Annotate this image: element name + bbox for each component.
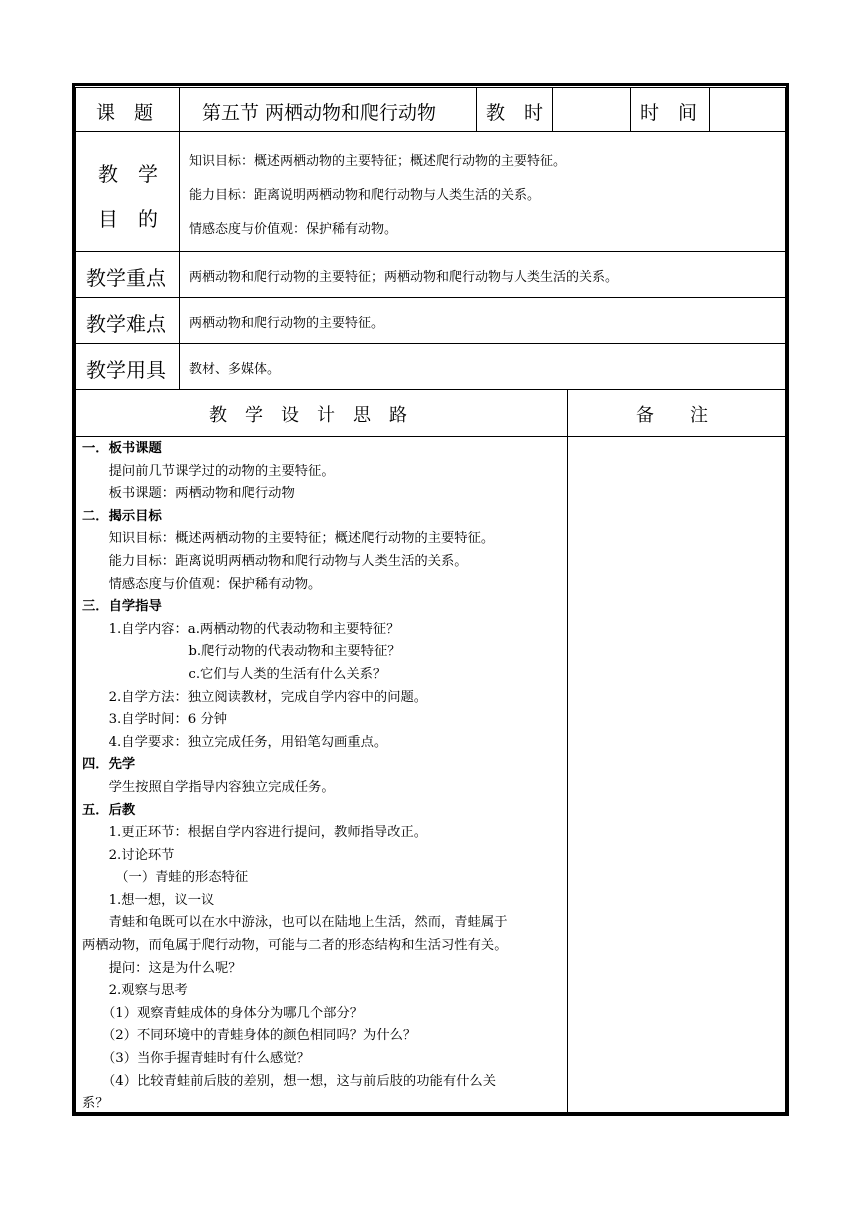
- design-line: 知识目标：概述两栖动物的主要特征；概述爬行动物的主要特征。: [82, 531, 495, 547]
- design-line: 板书课题：两栖动物和爬行动物: [82, 486, 295, 502]
- design-line: 3.自学时间：6 分钟: [82, 712, 228, 728]
- design-line: 2.自学方法：独立阅读教材，完成自学内容中的问题。: [82, 689, 428, 705]
- col-divider: [179, 87, 180, 389]
- design-line: 提问前几节课学过的动物的主要特征。: [82, 463, 335, 479]
- row-divider: [75, 251, 786, 252]
- design-line: c.它们与人类的生活有什么关系？: [82, 666, 387, 682]
- key-points-value: 两栖动物和爬行动物的主要特征；两栖动物和爬行动物与人类生活的关系。: [189, 270, 619, 285]
- design-line: 学生按照自学指导内容独立完成任务。: [82, 779, 335, 795]
- design-line: b.爬行动物的代表动物和主要特征？: [82, 644, 401, 660]
- row-divider: [75, 343, 786, 344]
- design-line: 提问：这是为什么呢？: [82, 960, 242, 976]
- objectives-label-line2: 目 的: [98, 207, 158, 231]
- objectives-label-line1: 教 学: [98, 162, 158, 186]
- tools-label: 教学用具: [86, 358, 166, 382]
- difficulties-value: 两栖动物和爬行动物的主要特征。: [189, 316, 385, 331]
- objective-item: 知识目标：概述两栖动物的主要特征；概述爬行动物的主要特征。: [189, 154, 567, 169]
- design-line: 2.观察与思考: [82, 983, 188, 999]
- design-line: 情感态度与价值观：保护稀有动物。: [82, 576, 322, 592]
- design-heading: 教 学 设 计 思 路: [209, 405, 407, 426]
- design-line: 1.更正环节：根据自学内容进行提问，教师指导改正。: [82, 825, 428, 841]
- design-line: （4）比较青蛙前后肢的差别，想一想，这与前后肢的功能有什么关: [82, 1073, 497, 1089]
- topic-value: 第五节 两栖动物和爬行动物: [202, 102, 437, 124]
- design-line: 4.自学要求：独立完成任务，用铅笔勾画重点。: [82, 734, 388, 750]
- design-line: 二．揭示目标: [82, 508, 162, 524]
- design-line: 2.讨论环节: [82, 847, 175, 863]
- hours-label: 教 时: [486, 102, 544, 124]
- design-line: 三．自学指导: [82, 599, 162, 615]
- design-line: 五．后教: [82, 802, 136, 818]
- design-line: 1.想一想，议一议: [82, 892, 215, 908]
- row-divider: [75, 436, 786, 437]
- time-label: 时 间: [640, 102, 698, 124]
- objective-item: 能力目标：距离说明两栖动物和爬行动物与人类生活的关系。: [189, 188, 541, 203]
- design-line: 1.自学内容：a.两栖动物的代表动物和主要特征？: [82, 621, 400, 637]
- design-body: [82, 438, 562, 1116]
- design-line: 青蛙和龟既可以在水中游泳，也可以在陆地上生活，然而，青蛙属于: [82, 915, 508, 931]
- row-divider: [75, 389, 786, 390]
- objective-item: 情感态度与价值观：保护稀有动物。: [189, 222, 398, 237]
- key-points-label: 教学重点: [86, 266, 166, 290]
- design-line: （一）青蛙的形态特征: [82, 870, 249, 886]
- design-line: （1）观察青蛙成体的身体分为哪几个部分？: [82, 1005, 364, 1021]
- difficulties-label: 教学难点: [86, 312, 166, 336]
- col-divider: [552, 87, 553, 131]
- design-line: （3）当你手握青蛙时有什么感觉？: [82, 1051, 310, 1067]
- design-line: 两栖动物，而龟属于爬行动物，可能与二者的形态结构和生活习性有关。: [82, 938, 508, 954]
- tools-value: 教材、多媒体。: [189, 362, 281, 377]
- col-divider: [476, 87, 477, 131]
- design-line: 一．板书课题: [82, 441, 162, 456]
- design-line: 系？: [82, 1096, 109, 1112]
- design-line: 能力目标：距离说明两栖动物和爬行动物与人类生活的关系。: [82, 553, 468, 569]
- notes-heading: 备 注: [636, 405, 708, 426]
- col-divider: [709, 87, 710, 131]
- topic-label: 课 题: [96, 102, 154, 124]
- design-line: （2）不同环境中的青蛙身体的颜色相同吗？为什么？: [82, 1028, 417, 1044]
- row-divider: [75, 131, 786, 132]
- col-divider: [630, 87, 631, 131]
- design-line: 四．先学: [82, 757, 136, 773]
- col-divider: [567, 389, 568, 1113]
- row-divider: [75, 297, 786, 298]
